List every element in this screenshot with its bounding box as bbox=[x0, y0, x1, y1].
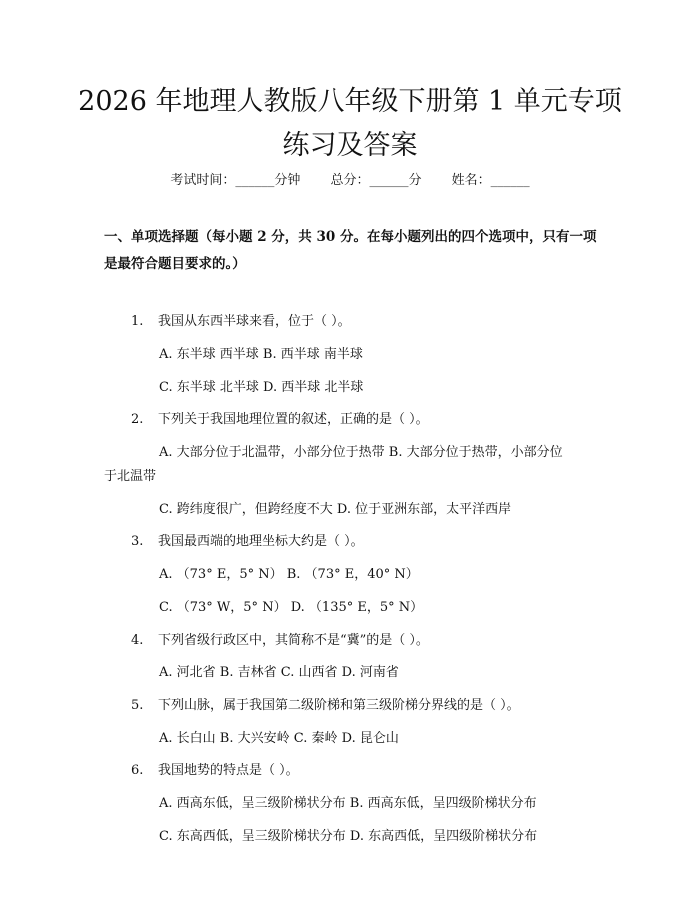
question-text: 我国最西端的地理坐标大约是（ ）。 bbox=[158, 534, 364, 549]
section-heading: 一、单项选择题（每小题 2 分，共 30 分。在每小题列出的四个选项中，只有一项是最符合题目要求的。） bbox=[104, 229, 597, 272]
question-number: 4. bbox=[131, 633, 144, 648]
title-line-2: 练习及答案 bbox=[282, 130, 418, 161]
student-name: 姓名：______ bbox=[451, 173, 530, 188]
question-3-options-c: C. （73° W，5° N） D. （135° E，5° N） bbox=[159, 600, 424, 615]
question-text: 下列山脉，属于我国第二级阶梯和第三级阶梯分界线的是（ ）。 bbox=[158, 698, 520, 713]
question-number: 1. bbox=[131, 314, 144, 329]
question-3-options-a: A. （73° E，5° N） B. （73° E，40° N） bbox=[159, 567, 419, 582]
question-3 bbox=[131, 530, 364, 549]
question-number: 5. bbox=[131, 698, 144, 713]
question-1-options-a: A. 东半球 西半球 B. 西半球 南半球 bbox=[159, 347, 363, 362]
exam-meta bbox=[0, 169, 700, 188]
question-5 bbox=[131, 694, 520, 713]
question-1-options-c: C. 东半球 北半球 D. 西半球 北半球 bbox=[159, 380, 364, 395]
title-line-1: 2026 年地理人教版八年级下册第 1 单元专项 bbox=[78, 86, 622, 117]
question-4 bbox=[131, 629, 429, 648]
question-text: 我国从东西半球来看，位于（ ）。 bbox=[158, 314, 351, 329]
question-2-options-c: C. 跨纬度很广，但跨经度不大 D. 位于亚洲东部，太平洋西岸 bbox=[159, 502, 512, 517]
question-2 bbox=[131, 408, 429, 427]
question-5-options: A. 长白山 B. 大兴安岭 C. 秦岭 D. 昆仑山 bbox=[159, 731, 399, 746]
question-number: 3. bbox=[131, 534, 144, 549]
question-1 bbox=[131, 310, 351, 329]
question-text: 我国地势的特点是（ ）。 bbox=[158, 763, 299, 778]
question-6-options-a: A. 西高东低，呈三级阶梯状分布 B. 西高东低，呈四级阶梯状分布 bbox=[159, 796, 537, 811]
question-text: 下列关于我国地理位置的叙述，正确的是（ ）。 bbox=[158, 412, 429, 427]
question-6-options-c: C. 东高西低，呈三级阶梯状分布 D. 东高西低，呈四级阶梯状分布 bbox=[159, 829, 538, 844]
question-2-options-a: A. 大部分位于北温带，小部分位于热带 B. 大部分位于热带，小部分位 bbox=[159, 445, 563, 460]
question-6 bbox=[131, 759, 299, 778]
exam-time: 考试时间：______分钟 bbox=[170, 173, 301, 188]
document-title bbox=[60, 80, 640, 168]
question-text: 下列省级行政区中，其简称不是“冀”的是（ ）。 bbox=[158, 633, 429, 648]
question-number: 6. bbox=[131, 763, 144, 778]
question-number: 2. bbox=[131, 412, 144, 427]
total-score: 总分：______分 bbox=[330, 173, 422, 188]
question-2-options-a-wrap: 于北温带 bbox=[104, 469, 157, 484]
question-4-options: A. 河北省 B. 吉林省 C. 山西省 D. 河南省 bbox=[159, 665, 399, 680]
